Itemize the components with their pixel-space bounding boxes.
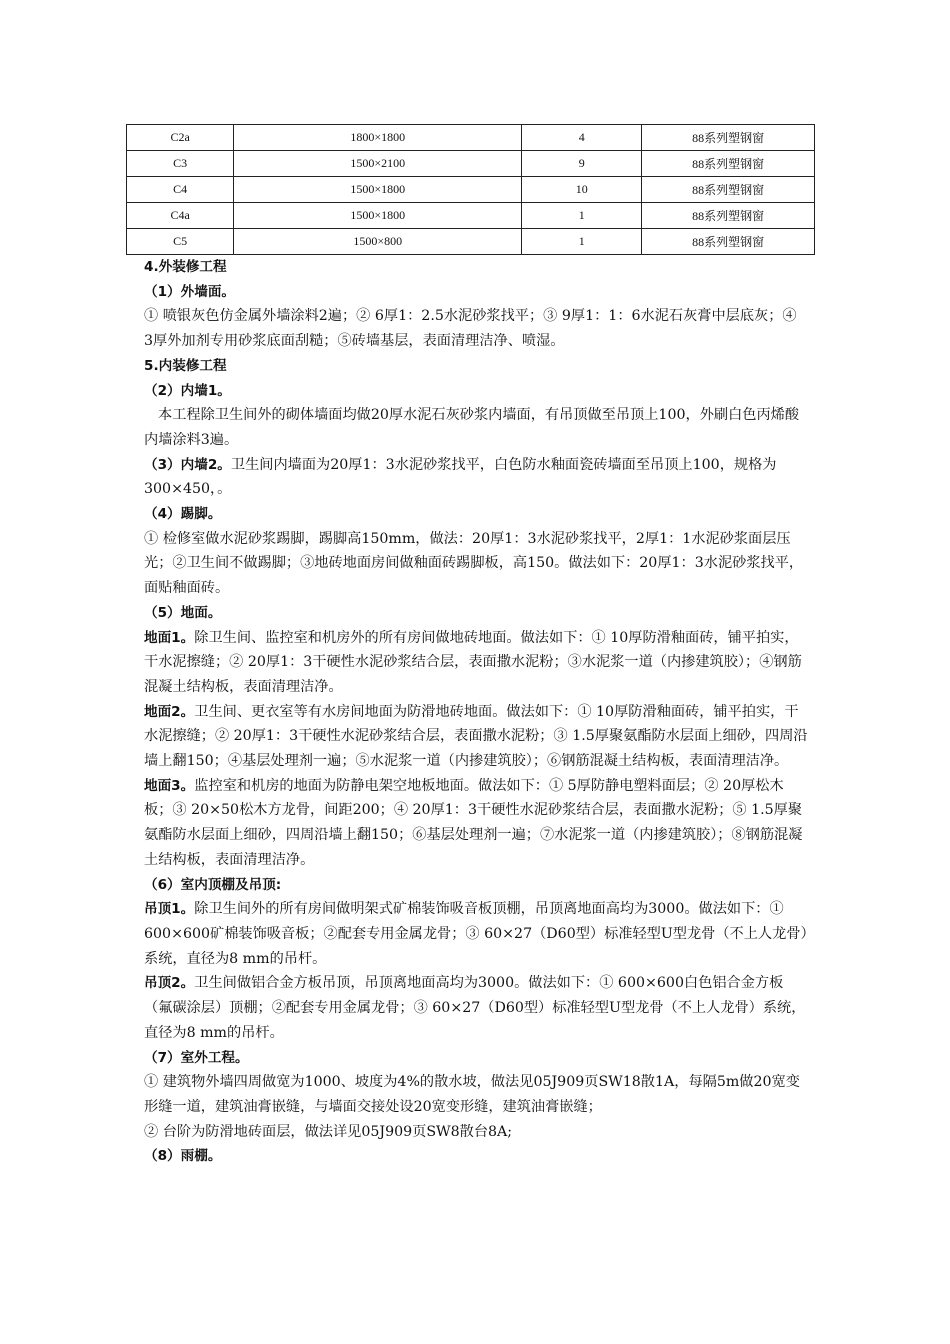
window-count-cell: 10 [522,177,642,203]
section-heading-interior: 5.内装修工程 [144,357,227,374]
window-type-cell: 88系列塑钢窗 [642,151,815,177]
table-row [127,125,815,151]
window-code-cell: C3 [127,151,234,177]
window-size-cell: 1500×1800 [234,177,522,203]
table-row [127,151,815,177]
floor-1-text: 除卫生间、监控室和机房外的所有房间做地砖地面。做法如下：① 10厚防滑釉面砖，铺平拍实，干水泥擦缝；② 20厚1：3干硬性水泥砂浆结合层，表面撒水泥粉；③水泥浆一道（内掺建筑胶）；④钢筋混凝土结构板，表面清理洁净。 [144,629,802,695]
window-count-cell: 1 [522,203,642,229]
floor-3-text: 监控室和机房的地面为防静电架空地板地面。做法如下：① 5厚防静电塑料面层；② 20厚松木板；③ 20×50松木方龙骨，间距200；④ 20厚1：3干硬性水泥砂浆结合层，表面撒水泥粉；⑤ 1.5厚聚氨酯防水层面上细砂，四周沿墙上翻150；⑥基层处理剂一遍；⑦水泥浆一道（内掺建筑胶）；⑧钢筋混凝土结构板，表面清理洁净。 [144,777,803,868]
window-size-cell: 1800×1800 [234,125,522,151]
floor-2-text: 卫生间、更衣室等有水房间地面为防滑地砖地面。做法如下：① 10厚防滑釉面砖，铺平拍实，干水泥擦缝；② 20厚1：3干硬性水泥砂浆结合层，表面撒水泥粉；③ 1.5厚聚氨酯防水层面上细砂，四周沿墙上翻150；④基层处理剂一遍；⑤水泥浆一道（内掺建筑胶）；⑥钢筋混凝土结构板，表面清理洁净。 [144,703,808,770]
paragraph-outdoor-apron: ① 建筑物外墙四周做宽为1000、坡度为4%的散水坡，做法见05J909页SW18散1A，每隔5m做20宽变形缝一道，建筑油膏嵌缝，与墙面交接处设20宽变形缝，建筑油膏嵌缝； [144,1074,800,1115]
paragraph-ceiling-2 [144,971,808,1045]
floor-3-label: 地面3。 [144,777,195,794]
window-schedule-table [126,124,815,255]
paragraph-interior-wall-2 [144,453,808,502]
window-code-cell: C2a [127,125,234,151]
window-type-cell: 88系列塑钢窗 [642,229,815,255]
window-count-cell: 1 [522,229,642,255]
subsection-title-floor: （5）地面。 [144,604,222,621]
paragraph-ceiling-1 [144,897,808,971]
paragraph-interior-wall-1: 本工程除卫生间外的砌体墙面均做20厚水泥石灰砂浆内墙面，有吊顶做至吊顶上100，外刷白色丙烯酸内墙涂料3遍。 [144,407,800,448]
paragraph-floor-3 [144,774,808,873]
ceiling-1-label: 吊顶1。 [144,901,195,918]
paragraph-skirting: ① 检修室做水泥砂浆踢脚，踢脚高150mm，做法：20厚1：3水泥砂浆找平，2厚1：1水泥砂浆面层压光；②卫生间不做踢脚；③地砖地面房间做釉面砖踢脚板，高150。做法如下：20厚1：3水泥砂浆找平，面贴釉面砖。 [144,530,804,597]
window-type-cell: 88系列塑钢窗 [642,203,815,229]
floor-2-label: 地面2。 [144,703,195,720]
subsection-title-outdoor: （7）室外工程。 [144,1049,249,1066]
table-row [127,177,815,203]
window-size-cell: 1500×1800 [234,203,522,229]
table-row [127,229,815,255]
subsection-title-exterior-wall: （1）外墙面。 [144,283,236,300]
subsection-title-interior-wall-2: （3）内墙2。 [144,456,231,473]
paragraph-floor-1 [144,626,808,700]
subsection-title-canopy: （8）雨棚。 [144,1148,222,1165]
floor-1-label: 地面1。 [144,629,195,646]
paragraph-exterior-wall: ① 喷银灰色仿金属外墙涂料2遍；② 6厚1：2.5水泥砂浆找平；③ 9厚1：1：6水泥石灰膏中层底灰；④ 3厚外加剂专用砂浆底面刮糙；⑤砖墙基层，表面清理洁净、喷湿。 [144,308,797,350]
window-code-cell: C4 [127,177,234,203]
window-size-cell: 1500×2100 [234,151,522,177]
ceiling-2-text: 卫生间做铝合金方板吊顶，吊顶离地面高均为3000。做法如下：① 600×600白色铝合金方板（氟碳涂层）顶棚；②配套专用金属龙骨；③ 60×27（D60型）标准轻型U型龙骨（不上人龙骨）系统，直径为8 mm的吊杆。 [144,975,806,1041]
window-type-cell: 88系列塑钢窗 [642,177,815,203]
interior-wall-2-text: 卫生间内墙面为20厚1：3水泥砂浆找平，白色防水釉面瓷砖墙面至吊顶上100，规格为300×450，。 [144,456,777,498]
window-code-cell: C4a [127,203,234,229]
section-heading-exterior: 4.外装修工程 [144,259,227,275]
subsection-title-interior-wall-1: （2）内墙1。 [144,382,231,399]
ceiling-1-text: 除卫生间外的所有房间做明架式矿棉装饰吸音板顶棚，吊顶离地面高均为3000。做法如下：① 600×600矿棉装饰吸音板；②配套专用金属龙骨；③ 60×27（D60型）标准轻型U型龙骨（不上人龙骨）系统，直径为8 mm的吊杆。 [144,901,808,967]
window-count-cell: 9 [522,151,642,177]
subsection-title-skirting: （4）踢脚。 [144,506,222,523]
ceiling-2-label: 吊顶2。 [144,975,195,992]
paragraph-outdoor-steps: ② 台阶为防滑地砖面层，做法详见05J909页SW8散台8A; [144,1123,513,1140]
window-count-cell: 4 [522,125,642,151]
table-row [127,203,815,229]
window-size-cell: 1500×800 [234,229,522,255]
window-code-cell: C5 [127,229,234,255]
subsection-title-ceiling: （6）室内顶棚及吊顶: [144,876,282,893]
window-type-cell: 88系列塑钢窗 [642,125,815,151]
paragraph-floor-2 [144,700,808,774]
document-body [144,255,808,1169]
